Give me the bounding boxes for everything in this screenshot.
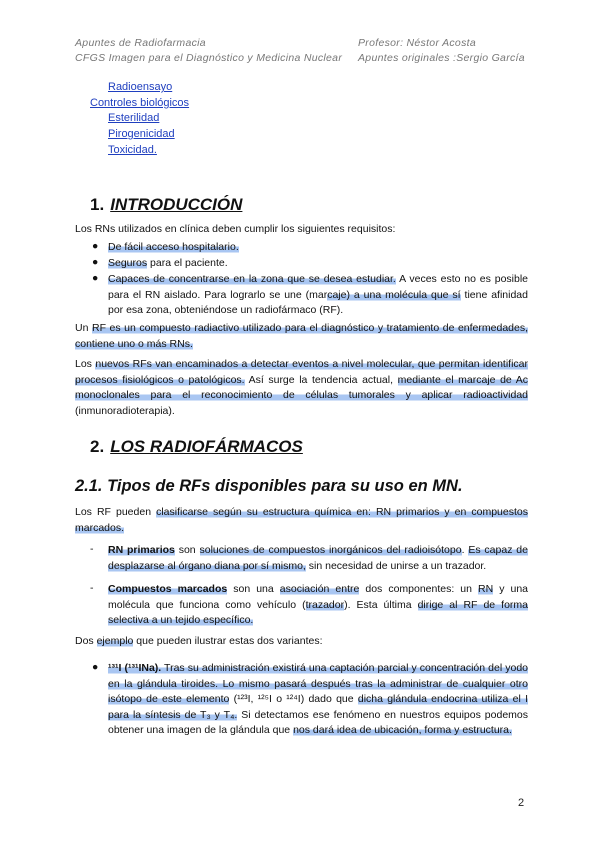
- bullet-2-text: para el paciente.: [147, 257, 228, 269]
- dash-item-compuestos-marcados: [108, 582, 528, 629]
- bullet-1-text: De fácil acceso hospitalario.: [108, 241, 239, 253]
- yodo-highlight-2: Lo mismo pasará después tras la administrar de cualquier otro isótopo de este elemento: [108, 677, 529, 705]
- intro-p2-c: Así surge la tendencia actual,: [244, 373, 398, 386]
- yodo-g: Si detectamos ese fenómeno en nuestros equipos podemos obtener una imagen de la glándula que: [108, 708, 528, 736]
- bullet-2-highlight: Seguros: [108, 257, 148, 269]
- header-course: CFGS Imagen para el Diagnóstico y Medicina Nuclear: [75, 52, 343, 64]
- yodo-highlight-5: nos dará idea de ubicación, forma y estructura.: [293, 724, 512, 736]
- compuestos-highlight-3: trazador: [305, 598, 345, 611]
- ejemplos-a: Dos: [75, 635, 97, 647]
- rn-primarios-a: son: [174, 544, 200, 556]
- yodo-highlight: Tras su administración existirá una captación parcial y concentración del yodo en la glándula tiroides.: [108, 662, 528, 690]
- intro-lead: [75, 222, 528, 238]
- header-left: [75, 36, 342, 66]
- bullet-3-text: A veces esto no es posible para el RN aislado. Para lograrlo se une (mar: [108, 273, 528, 301]
- intro-p1-a: Un: [75, 322, 92, 334]
- ejemplos-highlight: ejemplo: [96, 635, 134, 647]
- rn-primarios-d: sin necesidad de unirse a un trazador.: [305, 559, 487, 572]
- compuestos-term: Compuestos marcados: [108, 583, 228, 595]
- compuestos-a: son una: [227, 583, 280, 595]
- compuestos-highlight: asociación entre: [279, 583, 360, 595]
- tipos-lead-highlight: clasificarse según su estructura química en: RN primarios y en compuestos marcados.: [75, 506, 528, 534]
- bullet-3-highlight: Capaces de concentrarse en la zona que se desea estudiar.: [108, 273, 396, 285]
- tipos-lead-a: Los RF pueden: [75, 506, 157, 518]
- bullet-icon: ●: [92, 661, 99, 673]
- dash-item-rn-primarios: [108, 543, 528, 574]
- section-2-heading: [90, 437, 303, 457]
- intro-p2-e: (inmunoradioterapia).: [75, 404, 175, 417]
- bullet-3-highlight-2: caje) a una molécula que sí: [327, 288, 461, 301]
- rn-primarios-highlight: soluciones de compuestos inorgánicos del radioisótopo: [199, 544, 462, 556]
- intro-lead-text: Los RNs utilizados en clínica deben cumplir los siguientes requisitos:: [75, 223, 396, 235]
- toc-toxicidad[interactable]: Toxicidad.: [108, 144, 157, 156]
- toc-pirogenicidad[interactable]: Pirogenicidad: [108, 128, 175, 140]
- intro-p2-highlight: nuevos RFs van encaminados a detectar eventos a nivel molecular, que permitan identificar procesos fisiológicos o patológicos.: [75, 358, 528, 386]
- ejemplos-b: que pueden ilustrar estas dos variantes:: [133, 635, 323, 647]
- compuestos-c: dos componentes: un: [359, 583, 479, 595]
- toc-esterilidad[interactable]: Esterilidad: [108, 112, 160, 124]
- tipos-lead: [75, 505, 528, 536]
- yodo-highlight-4: ₃ y T₄.: [206, 708, 238, 721]
- section-1-heading: [90, 195, 242, 215]
- compuestos-e: ). Esta última: [344, 598, 418, 611]
- dash-icon: -: [90, 543, 94, 555]
- header-author: Apuntes originales :Sergio García: [358, 52, 525, 64]
- header-subject: Apuntes de Radiofarmacia: [75, 37, 206, 49]
- bullet-icon: ●: [92, 256, 99, 268]
- dash-icon: -: [90, 582, 94, 594]
- section-2-title: LOS RADIOFÁRMACOS: [110, 437, 303, 456]
- intro-p1-highlight: RF es un compuesto radiactivo utilizado para el diagnóstico y tratamiento de enfermedades, contiene uno o más RNs.: [75, 322, 529, 350]
- bullet-item: [108, 240, 528, 256]
- bullet-item: [108, 272, 528, 319]
- compuestos-d: y una molécula que funciona como vehículo (: [108, 583, 529, 611]
- bullet-3-text-2: tiene afinidad por esa zona, obteniéndose un radiofármaco (RF).: [108, 288, 528, 316]
- header-professor: Profesor: Néstor Acosta: [358, 37, 476, 49]
- rn-primarios-term: RN primarios: [108, 544, 175, 556]
- bullet-item: [108, 256, 528, 272]
- compuestos-highlight-4: dirige al RF de forma selectiva a un tejido específico.: [108, 598, 528, 626]
- bullet-icon: ●: [92, 240, 99, 252]
- section-1-number: 1.: [90, 195, 105, 214]
- rn-primarios-c: .: [461, 544, 469, 556]
- bullet-icon: ●: [92, 272, 99, 284]
- intro-p2-a: Los: [75, 358, 96, 370]
- page-number: 2: [518, 797, 525, 809]
- section-1-title: INTRODUCCIÓN: [110, 195, 243, 214]
- intro-paragraph-1: [75, 321, 528, 352]
- compuestos-highlight-2: RN: [478, 583, 494, 595]
- subsection-2-1-heading: 2.1. Tipos de RFs disponibles para su uso en MN.: [75, 477, 463, 495]
- bullet-item-yodo: [108, 661, 528, 739]
- section-2-number: 2.: [90, 437, 105, 456]
- yodo-highlight-3: dicha glándula endocrina utiliza el I para la síntesis de T: [108, 693, 528, 721]
- intro-p2-highlight-2: mediante el marcaje de Ac monoclonales para el reconocimiento de células tumorales y aplicar radioactividad: [75, 373, 529, 401]
- header-right: [358, 36, 525, 66]
- yodo-d: (¹²³I, ¹²⁵I o ¹²⁴I) dado que: [229, 693, 358, 705]
- yodo-term: ¹³¹I (¹³¹INa).: [108, 662, 162, 674]
- ejemplos-lead: [75, 634, 528, 650]
- toc-controles[interactable]: Controles biológicos: [90, 97, 190, 109]
- intro-paragraph-2: [75, 357, 528, 419]
- toc-radioensayo[interactable]: Radioensayo: [108, 81, 173, 93]
- rn-primarios-highlight-2: Es capaz de desplazarse al órgano diana por sí mismo,: [108, 544, 528, 572]
